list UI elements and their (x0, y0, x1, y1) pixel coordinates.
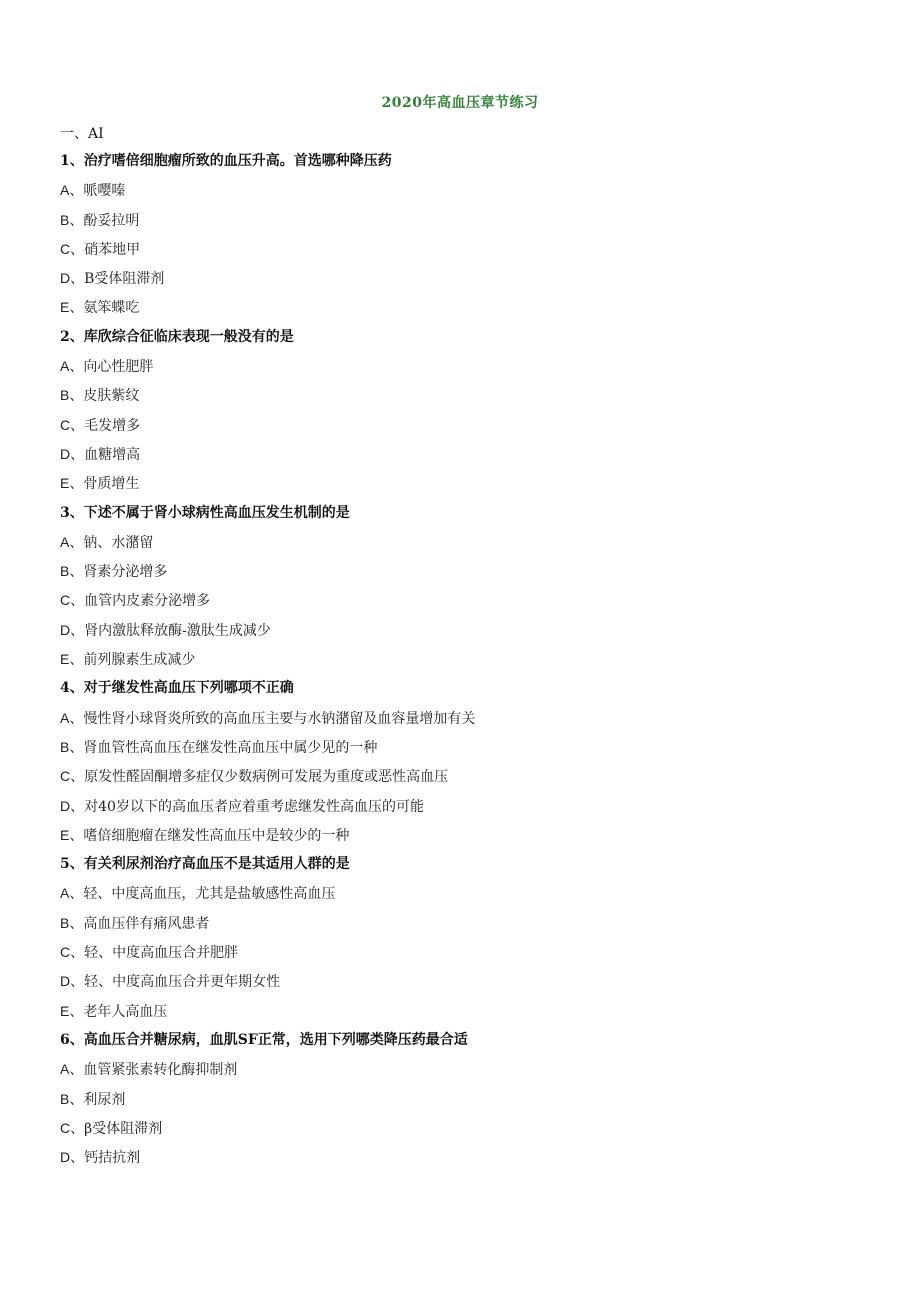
answer-option (60, 1001, 860, 1030)
page-title: 2020年高血压章节练习 (381, 95, 539, 111)
option-letter: C (60, 1119, 71, 1136)
answer-option (60, 210, 860, 239)
option-letter: E (60, 651, 70, 668)
option-text: 、嗜倍细胞瘤在继发性高血压中是较少的一种 (69, 827, 350, 844)
option-text: 、血糖增高 (70, 446, 141, 463)
option-letter: B (60, 211, 70, 228)
question-title: 3、下述不属于肾小球病性高血压发生机制的是 (60, 504, 350, 521)
option-letter: E (60, 826, 70, 843)
answer-option (60, 356, 860, 385)
option-text: 、氨笨蝶吃 (69, 300, 140, 317)
answer-option (60, 268, 860, 297)
option-letter: A (60, 533, 70, 550)
option-text: 、轻、中度高血压，尤其是盐敏感性高血压 (69, 886, 336, 903)
answer-option (60, 532, 860, 561)
option-letter: A (60, 358, 70, 375)
option-text: 、哌嘤嗪 (69, 183, 126, 200)
question-title: 1、治疗嗜倍细胞瘤所致的血压升高。首选哪种降压药 (60, 153, 392, 169)
answer-option (60, 796, 860, 825)
option-text: 、毛发增多 (70, 417, 141, 434)
question-block (60, 327, 860, 503)
option-text: 、向心性肥胖 (69, 359, 154, 376)
option-letter: C (60, 944, 71, 961)
option-text: 、轻、中度高血压合并肥胖 (70, 945, 239, 962)
question-block (60, 1030, 860, 1176)
answer-option (60, 1147, 860, 1176)
answer-option (60, 1089, 860, 1118)
question-block (60, 854, 860, 1030)
answer-option (60, 297, 860, 326)
option-text: 、对40岁以下的高血压者应着重考虑继发性高血压的可能 (70, 798, 424, 815)
option-text: 、骨质增生 (69, 476, 140, 493)
option-text: 、高血压伴有痛风患者 (69, 915, 210, 932)
option-text: 、酚妥拉明 (69, 212, 140, 229)
question-block (60, 151, 860, 327)
answer-option (60, 825, 860, 854)
option-text: 、肾血管性高血压在继发性高血压中属少见的一种 (69, 739, 378, 756)
option-text: 、轻、中度高血压合并更年期女性 (70, 974, 281, 991)
option-text: 、β受体阻滞剂 (70, 1120, 163, 1137)
option-letter: C (60, 416, 71, 433)
option-letter: D (60, 797, 71, 814)
option-text: 、原发性醛固酮增多症仅少数病例可发展为重度或恶性高血压 (70, 769, 449, 786)
option-letter: B (60, 387, 70, 404)
option-letter: D (60, 973, 71, 990)
option-letter: A (60, 709, 70, 726)
answer-option (60, 1059, 860, 1088)
option-letter: C (60, 768, 71, 785)
option-text: 、钙拮抗剂 (70, 1150, 141, 1167)
answer-option (60, 239, 860, 268)
answer-option (60, 180, 860, 209)
option-letter: C (60, 592, 71, 609)
answer-option (60, 590, 860, 619)
answer-option (60, 620, 860, 649)
option-text: 、钠、水潴留 (69, 534, 154, 551)
option-text: 、老年人高血压 (69, 1003, 168, 1020)
answer-option (60, 415, 860, 444)
option-text: 、肾内激肽释放酶-激肽生成减少 (70, 622, 271, 639)
question-block (60, 503, 860, 679)
answer-option (60, 766, 860, 795)
option-text: 、硝苯地甲 (70, 241, 141, 258)
answer-option (60, 737, 860, 766)
option-letter: E (60, 299, 70, 316)
answer-option (60, 649, 860, 678)
option-text: 、肾素分泌增多 (69, 564, 168, 581)
answer-option (60, 444, 860, 473)
option-letter: C (60, 240, 71, 257)
option-letter: D (60, 270, 71, 287)
option-letter: A (60, 1061, 70, 1078)
option-letter: E (60, 475, 70, 492)
question-block (60, 678, 860, 854)
option-letter: B (60, 738, 70, 755)
option-letter: B (60, 563, 70, 580)
answer-option (60, 385, 860, 414)
question-title: 4、对于继发性高血压下列哪项不正确 (60, 680, 294, 697)
option-letter: D (60, 621, 71, 638)
option-letter: D (60, 445, 71, 462)
question-title: 2、库欣综合征临床表现一般没有的是 (60, 328, 294, 345)
answer-option (60, 708, 860, 737)
option-text: 、皮肤紫纹 (69, 388, 140, 405)
option-text: 、利尿剂 (69, 1091, 126, 1108)
option-letter: A (60, 182, 70, 199)
question-title: 6、高血压合并糖尿病，血肌SF正常，选用下列哪类降压药最合适 (60, 1031, 468, 1048)
answer-option (60, 1118, 860, 1147)
question-list (60, 151, 860, 1176)
option-text: 、前列腺素生成减少 (69, 652, 196, 669)
answer-option (60, 883, 860, 912)
answer-option (60, 942, 860, 971)
answer-option (60, 473, 860, 502)
option-text: 、血管紧张素转化酶抑制剂 (69, 1062, 238, 1079)
answer-option (60, 561, 860, 590)
option-letter: B (60, 914, 70, 931)
question-title: 5、有关利尿剂治疗高血压不是其适用人群的是 (60, 856, 350, 873)
option-text: 、血管内皮素分泌增多 (70, 593, 211, 610)
option-letter: B (60, 1090, 70, 1107)
option-text: 、B受体阻滞剂 (70, 271, 165, 288)
option-text: 、慢性肾小球肾炎所致的高血压主要与水钠潴留及血容量增加有关 (69, 710, 476, 727)
option-letter: E (60, 1002, 70, 1019)
option-letter: A (60, 885, 70, 902)
answer-option (60, 971, 860, 1000)
option-letter: D (60, 1149, 71, 1166)
section-heading: 一、AI (60, 126, 104, 142)
answer-option (60, 913, 860, 942)
